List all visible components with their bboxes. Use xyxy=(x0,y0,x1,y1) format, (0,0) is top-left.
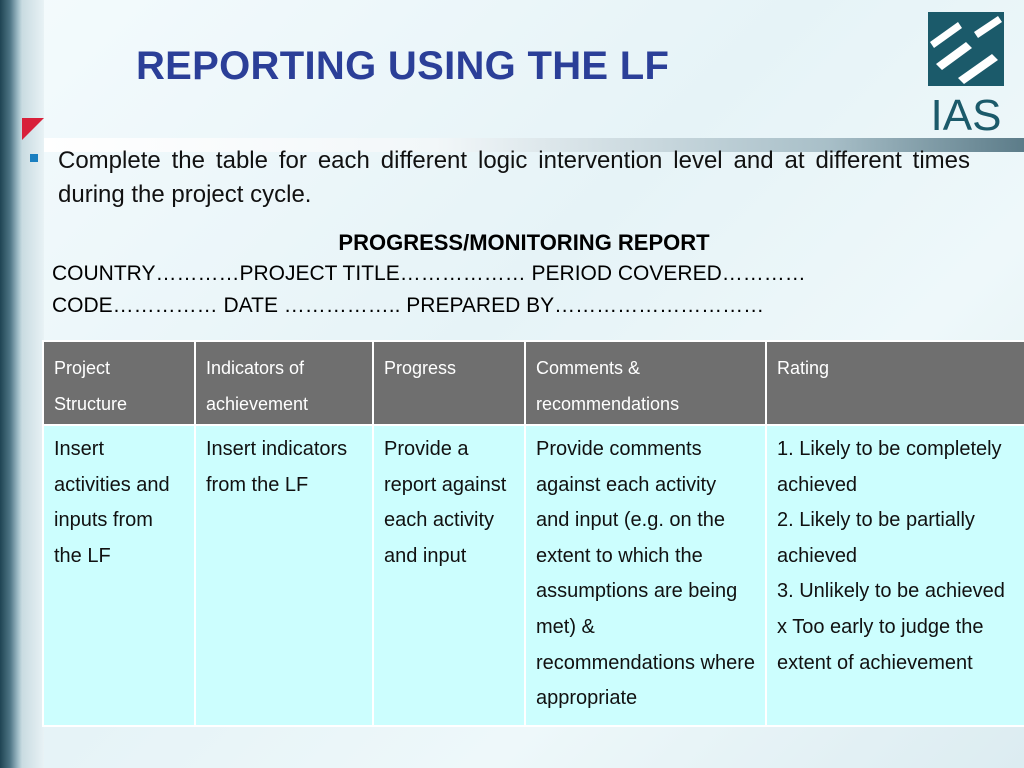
header-indicators: Indicators of achievement xyxy=(195,341,373,425)
table-header-row xyxy=(43,341,1024,425)
header-progress: Progress xyxy=(373,341,525,425)
bullet-text: Complete the table for each different logic intervention level and at different times during the project cycle. xyxy=(58,147,970,208)
slide-title: REPORTING USING THE LF xyxy=(136,44,670,88)
header-project-structure: Project Structure xyxy=(43,341,195,425)
report-form-line-2: CODE…………… DATE …………….. PREPARED BY………………………… xyxy=(52,294,765,317)
cell-indicators: Insert indicators from the LF xyxy=(195,425,373,726)
cell-progress: Provide a report against each activity and input xyxy=(373,425,525,726)
ias-logo xyxy=(928,12,1004,136)
report-form-line-1: COUNTRY…………PROJECT TITLE……………… PERIOD COVERED………… xyxy=(52,262,806,285)
left-light-bar xyxy=(22,0,44,768)
bullet-square-icon xyxy=(30,154,38,162)
report-table xyxy=(42,340,1024,727)
rating-option: 1. Likely to be completely achieved xyxy=(777,438,1002,496)
left-gradient-bar xyxy=(0,0,22,768)
logo-text: IAS xyxy=(930,91,1002,136)
rating-option: 3. Unlikely to be achieved xyxy=(777,580,1005,603)
rating-option: x Too early to judge the extent of achievement xyxy=(777,615,984,674)
cell-comments: Provide comments against each activity and input (e.g. on the extent to which the assumptions are being met) & recommendations where appropriate xyxy=(525,425,766,726)
cell-project-structure: Insert activities and inputs from the LF xyxy=(43,425,195,726)
report-heading: PROGRESS/MONITORING REPORT xyxy=(338,230,710,255)
table-row xyxy=(43,425,1024,726)
cell-rating xyxy=(766,425,1024,726)
header-comments: Comments & recommendations xyxy=(525,341,766,425)
red-triangle-accent xyxy=(22,118,44,140)
rating-option: 2. Likely to be partially achieved xyxy=(777,509,975,567)
header-rating: Rating xyxy=(766,341,1024,425)
